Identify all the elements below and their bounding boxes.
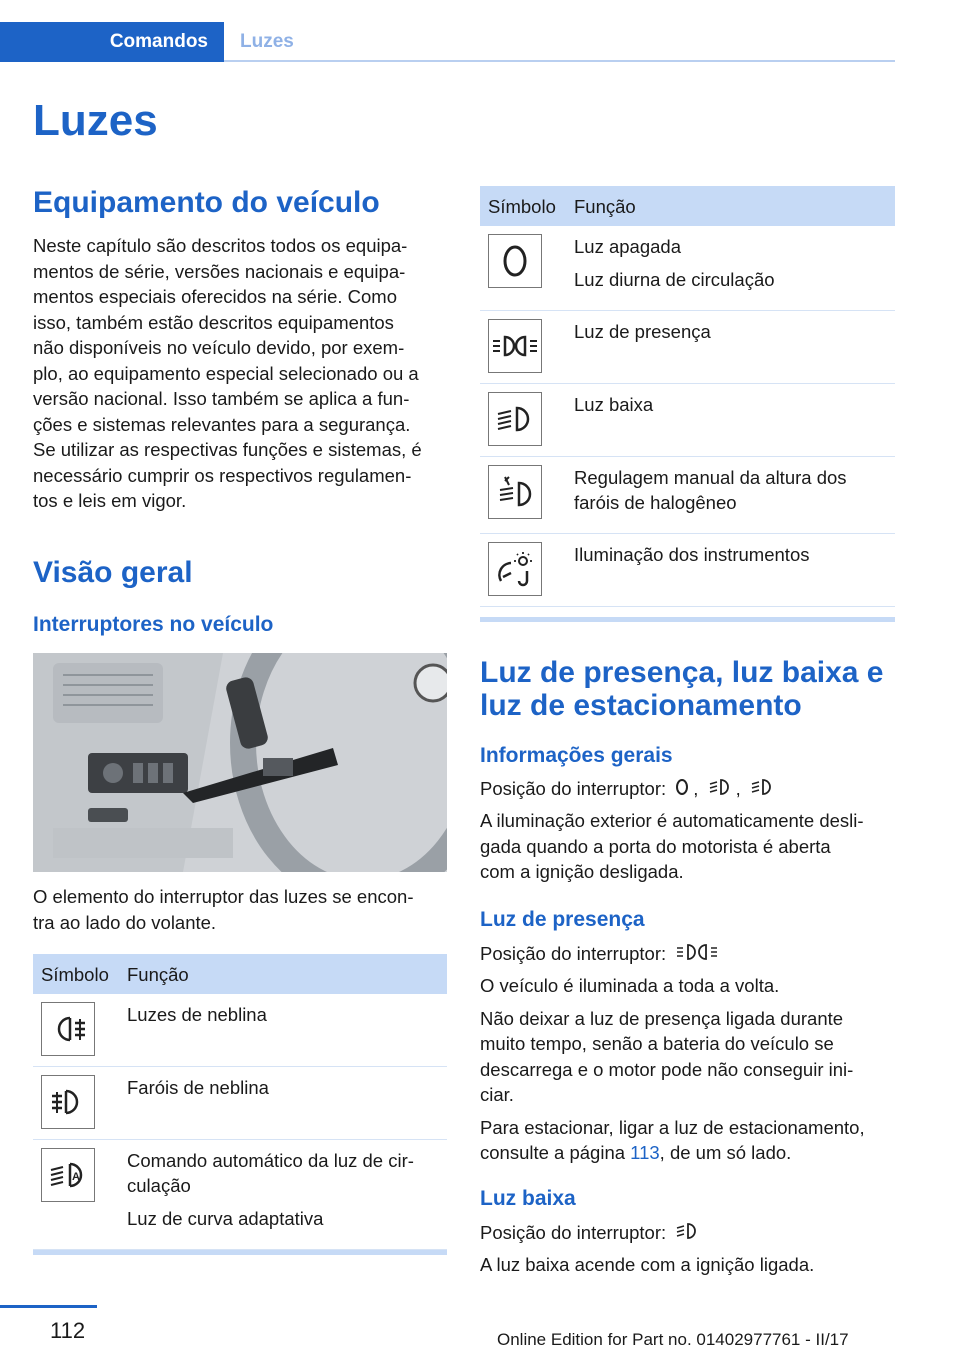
row-label: Luzes de neblina — [127, 1004, 267, 1025]
row-label: Faróis de neblina — [127, 1077, 269, 1098]
table-row — [480, 457, 895, 534]
low-beam-icon — [708, 777, 732, 803]
fog-light-rear-icon — [41, 1002, 95, 1056]
tab-luzes[interactable]: Luzes — [240, 31, 294, 52]
table-left — [33, 954, 447, 1255]
low-beam-paragraph: A luz baixa acende com a ignição ligada. — [480, 1254, 815, 1275]
row-label: Regulagem manual da altura dos faróis de halogêneo — [574, 467, 847, 513]
dashboard-photo — [33, 653, 447, 872]
header-divider — [224, 60, 895, 62]
low-beam-icon — [675, 1221, 699, 1247]
light-off-icon — [675, 777, 689, 803]
svg-text:A: A — [72, 1171, 80, 1183]
auto-headlight-icon — [41, 1148, 95, 1202]
parking-light-icon — [488, 319, 542, 373]
row-label: Luz apagada — [574, 236, 681, 257]
presence-paragraph: O veículo é iluminada a toda a volta. Não deixar a luz de presença ligada durante muito tempo, senão a bateria do veículo se descarrega e o motor pode não conseguir ini- ciar. Para estacionar, ligar a luz de estacionamento, consulte a página 113, de um só lado. — [480, 975, 865, 1163]
row-label: Luz baixa — [574, 394, 654, 415]
info-paragraph: A iluminação exterior é automaticamente desli- gada quando a porta do motorista é aberta com a ignição desligada. — [480, 810, 864, 882]
section-heading-luz-presenca: Luz de presença, luz baixa e luz de estacionamento — [480, 656, 884, 722]
table-right — [480, 186, 895, 622]
subheading-interruptores: Interruptores no veículo — [33, 613, 274, 636]
switch-position-line: Posição do interruptor: , , — [480, 776, 778, 803]
col-header-funcao: Função — [119, 954, 447, 994]
tab-comandos[interactable]: Comandos — [0, 22, 224, 62]
switch-position-line: Posição do interruptor: — [480, 941, 723, 968]
col-header-simbolo: Símbolo — [480, 186, 566, 226]
subheading-luz-presenca: Luz de presença — [480, 908, 645, 931]
table-row — [480, 311, 895, 384]
table-row — [33, 1140, 447, 1250]
subheading-luz-baixa: Luz baixa — [480, 1187, 576, 1210]
low-beam-icon — [488, 392, 542, 446]
table-row — [33, 994, 447, 1067]
fog-light-front-icon — [41, 1075, 95, 1129]
page-title: Luzes — [33, 96, 158, 145]
light-off-icon — [488, 234, 542, 288]
edition-note: Online Edition for Part no. 01402977761 - II/17 — [497, 1330, 849, 1349]
section-heading-equipamento: Equipamento do veículo — [33, 186, 380, 219]
row-label: Comando automático da luz de cir- culação — [127, 1150, 414, 1196]
page-number: 112 — [50, 1318, 86, 1343]
instrument-lighting-icon — [488, 542, 542, 596]
table-row — [480, 226, 895, 311]
subheading-informacoes-gerais: Informações gerais — [480, 744, 673, 767]
section-heading-visao-geral: Visão geral — [33, 556, 193, 589]
table-end-rule — [33, 1250, 447, 1255]
page-link-113[interactable]: 113 — [630, 1142, 660, 1163]
photo-caption: O elemento do interruptor das luzes se encon- tra ao lado do volante. — [33, 886, 414, 933]
col-header-simbolo: Símbolo — [33, 954, 119, 994]
table-end-rule — [480, 617, 895, 622]
row-label: Luz diurna de circulação — [574, 269, 775, 290]
footer-rule — [0, 1305, 97, 1308]
row-label: Iluminação dos instrumentos — [574, 544, 810, 565]
table-row — [480, 384, 895, 457]
parking-light-icon — [675, 942, 719, 968]
switch-position-line: Posição do interruptor: — [480, 1220, 703, 1247]
row-label: Luz de curva adaptativa — [127, 1208, 324, 1229]
table-row — [480, 534, 895, 607]
headlight-range-icon — [488, 465, 542, 519]
table-row — [33, 1067, 447, 1140]
row-label: Luz de presença — [574, 321, 711, 342]
intro-paragraph: Neste capítulo são descritos todos os equipa- mentos de série, versões nacionais e equipa- mentos especiais oferecidos na série. Como isso, também estão descritos equipamentos não disponíveis no veículo devido, por exem- plo, ao equipamento especial selecionado ou a versão nacional. Isso também se aplica a fun- ções e sistemas relevantes para a segurança. Se utilizar as respectivas funções e sistemas, é necessário cumprir os respectivos regulamen- tos e leis em vigor. — [33, 235, 422, 511]
col-header-funcao: Função — [566, 186, 895, 226]
auto-headlight-icon — [750, 777, 774, 803]
